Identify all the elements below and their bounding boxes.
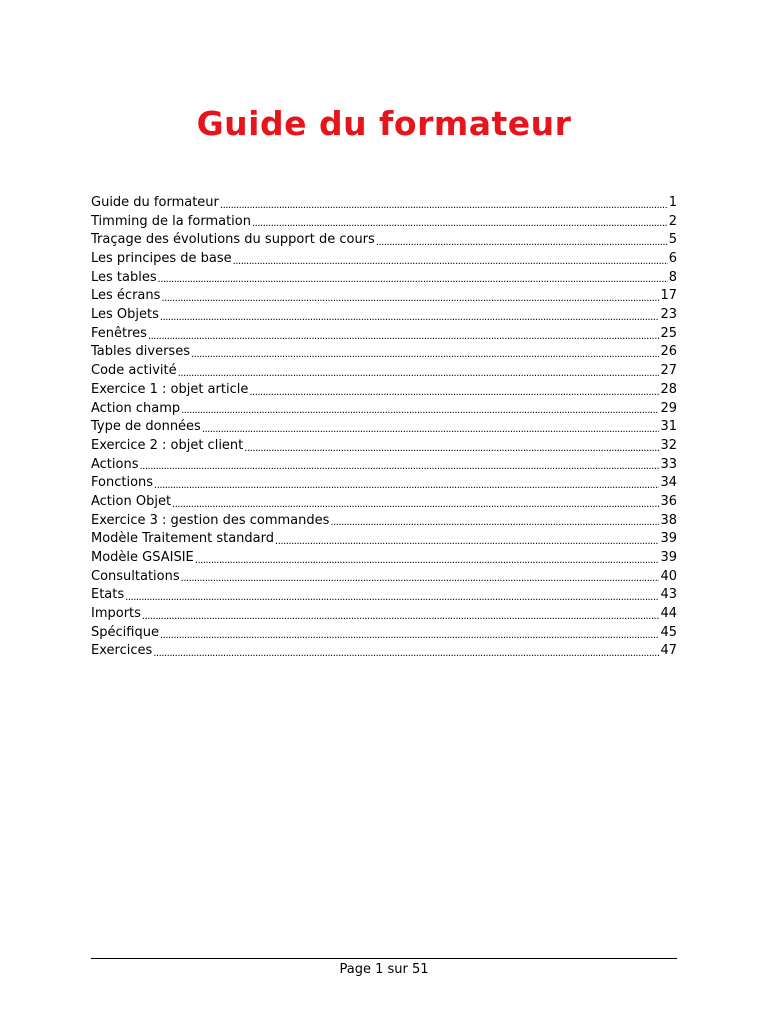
toc-dot-leader — [125, 586, 659, 605]
toc-entry[interactable] — [91, 512, 677, 531]
toc-entry-page-number: 31 — [660, 419, 677, 435]
toc-entry-label: Exercice 2 : objet client — [91, 437, 244, 453]
toc-entry-label: Les tables — [91, 269, 157, 285]
toc-entry[interactable] — [91, 418, 677, 437]
toc-entry-label: Fonctions — [91, 475, 154, 491]
toc-entry-page-number: 34 — [660, 475, 677, 491]
toc-entry[interactable] — [91, 549, 677, 568]
toc-dot-leader — [202, 418, 660, 437]
toc-entry-page-number: 36 — [660, 493, 677, 509]
toc-entry[interactable] — [91, 231, 677, 250]
document-title: Guide du formateur — [196, 104, 572, 143]
toc-entry-page-number: 40 — [660, 568, 677, 584]
table-of-contents — [91, 194, 677, 661]
toc-entry-label: Actions — [91, 456, 139, 472]
toc-entry[interactable] — [91, 362, 677, 381]
toc-dot-leader — [195, 549, 660, 568]
toc-entry-label: Exercice 3 : gestion des commandes — [91, 512, 330, 528]
toc-dot-leader — [376, 231, 668, 250]
toc-entry-label: Spécifique — [91, 624, 159, 640]
toc-entry[interactable] — [91, 400, 677, 419]
toc-entry[interactable] — [91, 437, 677, 456]
toc-entry[interactable] — [91, 643, 677, 662]
toc-entry-page-number: 26 — [660, 344, 677, 360]
toc-entry[interactable] — [91, 530, 677, 549]
toc-entry-label: Tables diverses — [91, 344, 190, 360]
toc-entry[interactable] — [91, 568, 677, 587]
toc-entry-page-number: 47 — [660, 643, 677, 659]
toc-entry-page-number: 23 — [660, 307, 677, 323]
toc-entry-label: Traçage des évolutions du support de cours — [91, 232, 375, 248]
toc-entry-label: Modèle Traitement standard — [91, 531, 275, 547]
toc-entry-page-number: 43 — [660, 587, 677, 603]
toc-entry-label: Action champ — [91, 400, 181, 416]
toc-entry-page-number: 2 — [668, 213, 677, 229]
toc-entry[interactable] — [91, 194, 677, 213]
toc-entry[interactable] — [91, 213, 677, 232]
toc-entry-label: Consultations — [91, 568, 180, 584]
toc-entry[interactable] — [91, 381, 677, 400]
toc-entry[interactable] — [91, 586, 677, 605]
toc-entry-page-number: 8 — [668, 269, 677, 285]
toc-entry-label: Exercices — [91, 643, 153, 659]
toc-entry-label: Fenêtres — [91, 325, 147, 341]
toc-entry-page-number: 27 — [660, 363, 677, 379]
toc-dot-leader — [153, 643, 659, 662]
toc-entry-label: Action Objet — [91, 493, 172, 509]
toc-dot-leader — [275, 530, 659, 549]
toc-entry-label: Etats — [91, 587, 125, 603]
toc-entry-label: Modèle GSAISIE — [91, 550, 194, 566]
toc-dot-leader — [181, 400, 659, 419]
toc-dot-leader — [160, 306, 660, 325]
toc-entry-page-number: 33 — [660, 456, 677, 472]
toc-entry-label: Guide du formateur — [91, 194, 219, 210]
toc-dot-leader — [140, 456, 660, 475]
toc-dot-leader — [178, 362, 660, 381]
toc-entry-page-number: 25 — [660, 325, 677, 341]
toc-entry-page-number: 1 — [668, 194, 677, 210]
toc-dot-leader — [252, 213, 668, 232]
toc-dot-leader — [161, 287, 659, 306]
toc-entry-label: Les principes de base — [91, 251, 232, 267]
toc-entry-page-number: 44 — [660, 606, 677, 622]
toc-dot-leader — [158, 269, 668, 288]
toc-entry-label: Les Objets — [91, 307, 159, 323]
toc-entry[interactable] — [91, 474, 677, 493]
toc-entry-label: Timming de la formation — [91, 213, 251, 229]
toc-entry-page-number: 17 — [660, 288, 677, 304]
toc-entry-page-number: 39 — [660, 550, 677, 566]
toc-dot-leader — [244, 437, 659, 456]
toc-dot-leader — [142, 605, 660, 624]
toc-entry[interactable] — [91, 325, 677, 344]
toc-entry-page-number: 6 — [668, 251, 677, 267]
toc-entry-page-number: 32 — [660, 437, 677, 453]
toc-entry[interactable] — [91, 624, 677, 643]
toc-dot-leader — [233, 250, 668, 269]
toc-dot-leader — [220, 194, 668, 213]
toc-entry[interactable] — [91, 605, 677, 624]
toc-dot-leader — [181, 568, 660, 587]
toc-dot-leader — [330, 512, 659, 531]
toc-entry[interactable] — [91, 306, 677, 325]
toc-dot-leader — [191, 344, 659, 363]
toc-entry[interactable] — [91, 344, 677, 363]
page-number-footer: Page 1 sur 51 — [339, 962, 429, 977]
footer-divider — [91, 958, 677, 959]
toc-entry-page-number: 5 — [668, 232, 677, 248]
toc-entry[interactable] — [91, 250, 677, 269]
toc-entry[interactable] — [91, 493, 677, 512]
toc-entry[interactable] — [91, 287, 677, 306]
toc-entry-page-number: 39 — [660, 531, 677, 547]
toc-entry-page-number: 29 — [660, 400, 677, 416]
toc-entry-label: Les écrans — [91, 288, 161, 304]
toc-entry[interactable] — [91, 269, 677, 288]
toc-dot-leader — [172, 493, 659, 512]
toc-entry-label: Type de données — [91, 419, 201, 435]
toc-entry-page-number: 45 — [660, 624, 677, 640]
toc-dot-leader — [148, 325, 660, 344]
toc-dot-leader — [249, 381, 659, 400]
toc-entry-label: Exercice 1 : objet article — [91, 381, 249, 397]
toc-entry-label: Code activité — [91, 363, 177, 379]
toc-dot-leader — [160, 624, 660, 643]
toc-dot-leader — [154, 474, 659, 493]
toc-entry-label: Imports — [91, 606, 141, 622]
toc-entry-page-number: 38 — [660, 512, 677, 528]
toc-entry[interactable] — [91, 456, 677, 475]
toc-entry-page-number: 28 — [660, 381, 677, 397]
